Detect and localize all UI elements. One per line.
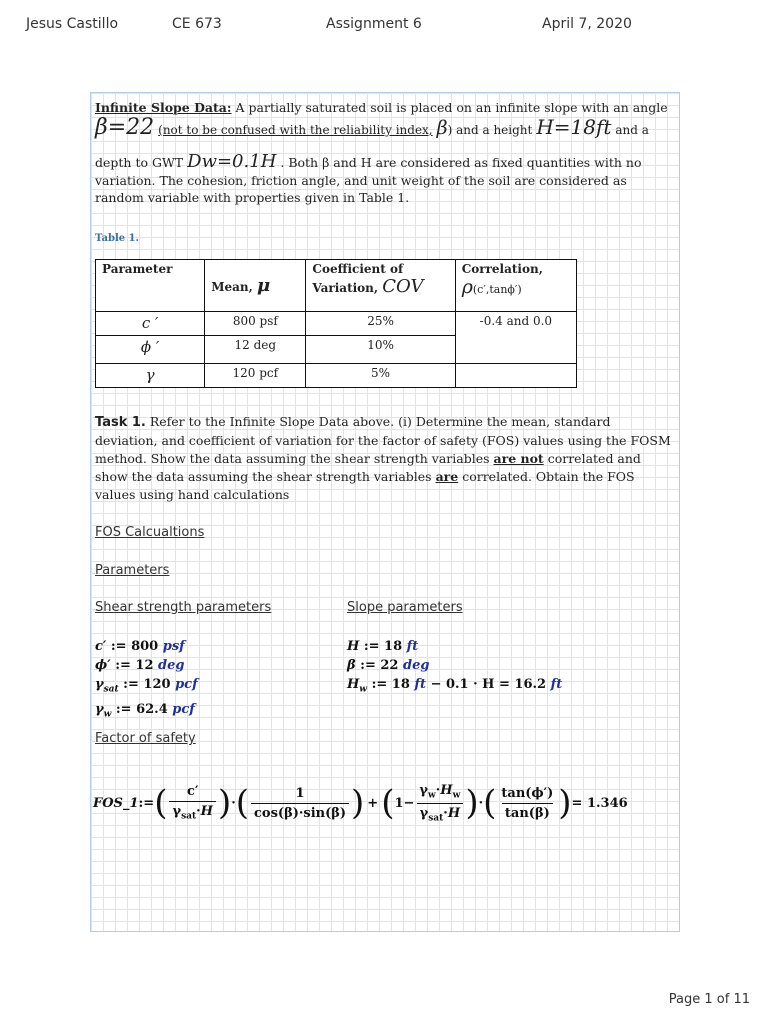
beta-def: β := 22 deg bbox=[347, 658, 430, 673]
fos-calc-title: FOS Calcualtions bbox=[95, 525, 205, 540]
row-cov-gamma: 5% bbox=[306, 364, 455, 388]
are-not-text: are not bbox=[493, 451, 544, 466]
fos-result: = 1.346 bbox=[571, 795, 628, 811]
row-symbol-phi: ϕ ′ bbox=[96, 336, 205, 364]
problem-line-2 bbox=[95, 115, 679, 140]
and-height-text: ) and a height bbox=[447, 123, 533, 137]
frac-friction: $\frac{\tan(\phi')}{\tan(\beta)}$ bbox=[501, 785, 554, 821]
height-expression: H=18ft bbox=[536, 115, 612, 139]
problem-heading: Infinite Slope Data: bbox=[95, 100, 232, 115]
table-row bbox=[96, 312, 577, 336]
header-course: CE 673 bbox=[172, 16, 222, 32]
header-mean bbox=[205, 260, 306, 312]
correlation-cell: -0.4 and 0.0 bbox=[455, 312, 576, 364]
row-symbol-gamma: γ bbox=[96, 364, 205, 388]
hw-def: $H_w$ := 18 ft − 0.1 · H = 16.2 ft bbox=[347, 677, 563, 695]
factor-of-safety-title: Factor of safety bbox=[95, 731, 196, 746]
header-cov bbox=[306, 260, 455, 312]
header-corr-line1: Correlation, bbox=[461, 262, 543, 276]
not-confused-text: (not to be confused with the reliability index, bbox=[158, 123, 433, 137]
header-parameter: Parameter bbox=[96, 260, 205, 312]
header-date: April 7, 2020 bbox=[542, 16, 632, 32]
dw-expression: Dw=0.1H bbox=[187, 151, 277, 172]
row-mean-gamma: 120 pcf bbox=[205, 364, 306, 388]
task-text-1: Refer to the Infinite Slope Data above. (i) Determine the mean, standard deviation, and coefficient of variation for the factor of safety (FOS) values using the FOSM method. Show the data assuming the shear strength variables bbox=[95, 414, 671, 466]
task-text bbox=[95, 413, 675, 504]
worksheet bbox=[90, 92, 680, 932]
header-correlation bbox=[455, 260, 576, 312]
rho-subscript: (c′,tanϕ′) bbox=[472, 283, 522, 296]
row-symbol-c: c ′ bbox=[96, 312, 205, 336]
cov-symbol: COV bbox=[382, 276, 424, 297]
slope-params bbox=[347, 637, 562, 700]
c-prime-def: c′ := 800 psf bbox=[95, 639, 185, 654]
problem-line-1 bbox=[95, 99, 675, 117]
task-text-3: correlated. Obtain the FOS values using hand calculations bbox=[95, 469, 635, 502]
header-cov-line2: Variation, bbox=[312, 281, 379, 295]
shear-params bbox=[95, 637, 198, 724]
page-indicator: Page 1 of 11 bbox=[668, 992, 750, 1007]
gamma-w-def: $\gamma_w$ := 62.4 pcf bbox=[95, 701, 195, 720]
header-mean-label: Mean, bbox=[211, 280, 253, 294]
beta-symbol: β bbox=[436, 117, 448, 139]
depth-gwt-text: depth to GWT bbox=[95, 155, 184, 170]
row-mean-c: 800 psf bbox=[205, 312, 306, 336]
and-a-text: and a bbox=[615, 123, 649, 137]
table-caption: Table 1. bbox=[95, 233, 140, 244]
task-text-2: correlated and show the data assuming the shear strength variables bbox=[95, 451, 641, 484]
header-name: Jesus Castillo bbox=[26, 16, 119, 32]
fos-lhs: FOS_1 bbox=[93, 795, 139, 811]
gamma-sat-def: $\gamma_{sat}$ := 120 pcf bbox=[95, 677, 198, 695]
parameters-title: Parameters bbox=[95, 563, 170, 578]
table-row bbox=[96, 364, 577, 388]
h-def: H := 18 ft bbox=[347, 639, 419, 654]
phi-prime-def: ϕ′ := 12 deg bbox=[95, 658, 185, 673]
fos-formula: FOS_1 := ( $\frac{c'}{\gamma_{sat}\cdot H}$ ) · ( $\frac{1}{\cos(\beta)\cdot\sin(\beta)}$ ) + ( 1− $\frac{\gamma_w\cdot H_w}{\gamma_{sat}\cdot H}$ ) · ( $\frac{\tan(\phi')}{\tan(\beta)}$ ) = 1.346 bbox=[93, 783, 628, 824]
beta-expression: β=22 bbox=[95, 115, 155, 140]
header-cov-line1: Coefficient of bbox=[312, 262, 404, 276]
row-cov-c: 25% bbox=[306, 312, 455, 336]
are-text: are bbox=[435, 469, 459, 484]
row-cov-phi: 10% bbox=[306, 336, 455, 364]
parameter-table bbox=[95, 259, 577, 388]
table-header-row bbox=[96, 260, 577, 312]
frac-cohesion: $\frac{c'}{\gamma_{sat}\cdot H}$ bbox=[169, 784, 215, 822]
problem-line-3 bbox=[95, 153, 665, 207]
slope-params-title: Slope parameters bbox=[347, 600, 463, 615]
mu-symbol: μ bbox=[257, 275, 271, 296]
shear-strength-title: Shear strength parameters bbox=[95, 600, 272, 615]
problem-rest-text: . Both β and H are considered as fixed quantities with no variation. The cohesion, friction angle, and unit weight of the soil are considered as random variable with properties given in Table 1. bbox=[95, 155, 642, 205]
rho-symbol: ρ bbox=[461, 276, 473, 298]
row-mean-phi: 12 deg bbox=[205, 336, 306, 364]
frac-water: $\frac{\gamma_w\cdot H_w}{\gamma_{sat}\cdot H}$ bbox=[416, 783, 463, 823]
task-label: Task 1. bbox=[95, 415, 146, 430]
assign-operator: := bbox=[138, 795, 155, 811]
empty-cell bbox=[455, 364, 576, 388]
header-assignment: Assignment 6 bbox=[326, 16, 422, 32]
frac-geometry: $\frac{1}{\cos(\beta)\cdot\sin(\beta)}$ bbox=[251, 786, 349, 821]
problem-intro: A partially saturated soil is placed on an infinite slope with an angle bbox=[235, 100, 668, 115]
